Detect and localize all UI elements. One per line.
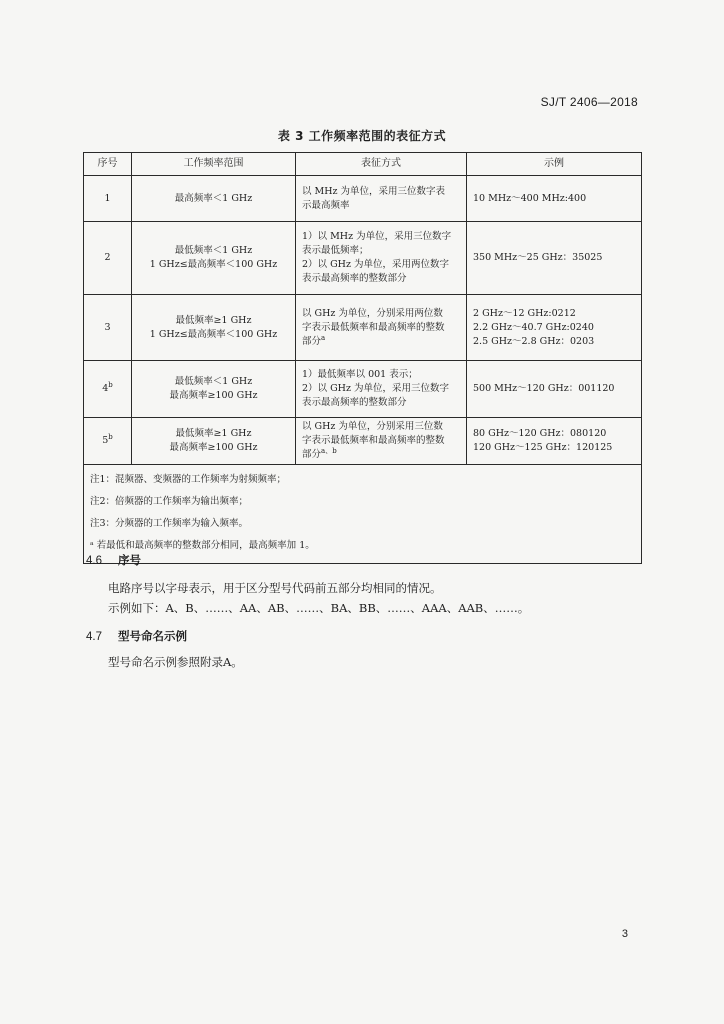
- section-title: 型号命名示例: [118, 629, 188, 643]
- column-header: 序号: [84, 153, 132, 176]
- row-number-cell: [84, 418, 132, 465]
- example-cell-text: 2.5 GHz～2.8 GHz：0203: [473, 335, 595, 347]
- frequency-range-cell-line: [136, 258, 291, 272]
- column-header: 表征方式: [296, 153, 467, 176]
- frequency-range-cell: [132, 418, 296, 465]
- table-note: 注1：混频器、变频器的工作频率为射频频率；: [90, 474, 287, 485]
- representation-cell-text: 1）以 MHz 为单位，采用三位数字: [302, 231, 452, 242]
- representation-cell-line: [302, 368, 462, 382]
- representation-cell-line: [302, 307, 462, 321]
- standard-code: SJ/T 2406—2018: [540, 95, 638, 109]
- paragraph: 型号命名示例参照附录A。: [108, 655, 243, 669]
- frequency-range-cell-text: 1 GHz≤最高频率＜100 GHz: [149, 328, 278, 340]
- frequency-range-cell-line: [136, 314, 291, 328]
- table-row: [84, 418, 642, 465]
- table-row: [84, 176, 642, 222]
- table-header-row: [84, 153, 642, 176]
- table-note: ᵃ 若最低和最高频率的整数部分相同，最高频率加 1。: [90, 540, 315, 551]
- example-cell: [467, 222, 642, 295]
- example-cell: [467, 418, 642, 465]
- representation-cell: [296, 176, 467, 222]
- representation-cell-line: [302, 420, 462, 434]
- table-row: [84, 222, 642, 295]
- representation-cell-text: 1）最低频率以 001 表示；: [302, 369, 418, 380]
- frequency-range-cell-text: 最高频率≥100 GHz: [169, 390, 258, 401]
- representation-cell: [296, 295, 467, 361]
- footnote-marker: b: [108, 432, 113, 441]
- representation-cell-text: 2）以 GHz 为单位，采用两位数字: [302, 259, 449, 270]
- example-cell-line: [473, 335, 637, 349]
- example-cell-text: 10 MHz～400 MHz:400: [473, 192, 587, 204]
- example-cell-text: 80 GHz～120 GHz：080120: [473, 428, 607, 439]
- example-cell-text: 2.2 GHz～40.7 GHz:0240: [473, 321, 594, 333]
- example-cell-text: 500 MHz～120 GHz：001120: [473, 383, 615, 394]
- representation-cell-text: 表示最高频率的整数部分: [302, 397, 407, 408]
- representation-cell-text: 示最高频率: [302, 199, 350, 211]
- row-number: 4: [102, 383, 109, 394]
- example-cell-line: [473, 307, 637, 321]
- representation-cell-text: 部分: [302, 335, 322, 347]
- paragraph: 示例如下：A、B、……、AA、AB、……、BA、BB、……、AAA、AAB、……。: [108, 601, 530, 615]
- example-cell-line: [473, 427, 637, 441]
- frequency-range-cell-line: [136, 375, 291, 389]
- table-notes: [84, 465, 642, 564]
- frequency-range-cell-line: [136, 389, 291, 403]
- example-cell-line: [473, 382, 637, 396]
- representation-cell-line: [302, 448, 462, 462]
- footnote-marker: a: [321, 333, 326, 342]
- example-cell-line: [473, 321, 637, 335]
- representation-cell-line: [302, 396, 462, 410]
- frequency-range-cell-line: [136, 244, 291, 258]
- row-number: 5: [102, 435, 109, 446]
- frequency-range-cell-text: 最低频率≥1 GHz: [175, 428, 252, 439]
- frequency-range-cell-line: [136, 192, 291, 206]
- table-notes-row: [84, 465, 642, 564]
- table-note: 注2：倍频器的工作频率为输出频率；: [90, 496, 249, 507]
- example-cell-line: [473, 251, 637, 265]
- frequency-range-cell-line: [136, 427, 291, 441]
- representation-cell-text: 字表示最低频率和最高频率的整数: [302, 321, 445, 333]
- representation-cell-line: [302, 258, 462, 272]
- representation-cell-line: [302, 230, 462, 244]
- representation-cell-line: [302, 272, 462, 286]
- example-cell: [467, 295, 642, 361]
- frequency-range-table: [83, 152, 642, 564]
- frequency-range-cell-text: 最低频率＜1 GHz: [174, 376, 253, 387]
- row-number: 3: [104, 321, 111, 333]
- frequency-range-cell-text: 最高频率＜1 GHz: [174, 192, 253, 204]
- row-number: 1: [104, 192, 111, 204]
- section-heading-4-7: [86, 628, 187, 644]
- frequency-range-cell: [132, 222, 296, 295]
- footnote-marker: a、b: [321, 446, 337, 455]
- table-note: 注3：分频器的工作频率为输入频率。: [90, 518, 249, 529]
- page-number: 3: [621, 928, 628, 940]
- frequency-range-cell-text: 最低频率＜1 GHz: [174, 245, 253, 256]
- representation-cell-text: 表示最高频率的整数部分: [302, 273, 407, 284]
- row-number: 2: [104, 252, 111, 263]
- table-row: [84, 295, 642, 361]
- table-title: 表 3 工作频率范围的表征方式: [277, 129, 447, 143]
- section-title: 序号: [118, 553, 142, 567]
- representation-cell-line: [302, 382, 462, 396]
- example-cell-line: [473, 192, 637, 206]
- representation-cell: [296, 222, 467, 295]
- table-row: [84, 361, 642, 418]
- representation-cell-line: [302, 199, 462, 213]
- row-number-cell: [84, 176, 132, 222]
- frequency-range-cell: [132, 176, 296, 222]
- row-number-cell: [84, 361, 132, 418]
- paragraph: 电路序号以字母表示，用于区分型号代码前五部分均相同的情况。: [108, 581, 442, 595]
- example-cell-text: 350 MHz～25 GHz：35025: [473, 252, 603, 263]
- frequency-range-cell-line: [136, 441, 291, 455]
- representation-cell-text: 以 MHz 为单位，采用三位数字表: [302, 185, 446, 197]
- representation-cell-line: [302, 244, 462, 258]
- frequency-range-cell-text: 最高频率≥100 GHz: [169, 442, 258, 453]
- representation-cell-text: 以 GHz 为单位，分别采用三位数: [302, 421, 443, 432]
- example-cell-text: 120 GHz～125 GHz：120125: [473, 442, 613, 453]
- representation-cell-text: 表示最低频率；: [302, 245, 369, 256]
- frequency-range-cell-line: [136, 328, 291, 342]
- section-number: 4.6: [86, 555, 102, 567]
- representation-cell-line: [302, 185, 462, 199]
- column-header: 示例: [467, 153, 642, 176]
- example-cell: [467, 176, 642, 222]
- representation-cell-line: [302, 321, 462, 335]
- example-cell-text: 2 GHz～12 GHz:0212: [473, 307, 576, 319]
- representation-cell-text: 字表示最低频率和最高频率的整数: [302, 435, 445, 446]
- frequency-range-cell: [132, 361, 296, 418]
- representation-cell: [296, 418, 467, 465]
- representation-cell: [296, 361, 467, 418]
- example-cell-line: [473, 441, 637, 455]
- column-header: 工作频率范围: [132, 153, 296, 176]
- row-number-cell: [84, 295, 132, 361]
- section-heading-4-6: [86, 552, 141, 568]
- frequency-range-cell-text: 1 GHz≤最高频率＜100 GHz: [149, 259, 278, 270]
- footnote-marker: b: [108, 380, 113, 389]
- frequency-range-cell-text: 最低频率≥1 GHz: [175, 314, 252, 326]
- section-number: 4.7: [86, 631, 102, 643]
- representation-cell-text: 2）以 GHz 为单位，采用三位数字: [302, 383, 449, 394]
- example-cell: [467, 361, 642, 418]
- row-number-cell: [84, 222, 132, 295]
- frequency-range-cell: [132, 295, 296, 361]
- representation-cell-text: 以 GHz 为单位，分别采用两位数: [302, 307, 443, 319]
- representation-cell-text: 部分: [302, 449, 322, 460]
- representation-cell-line: [302, 335, 462, 349]
